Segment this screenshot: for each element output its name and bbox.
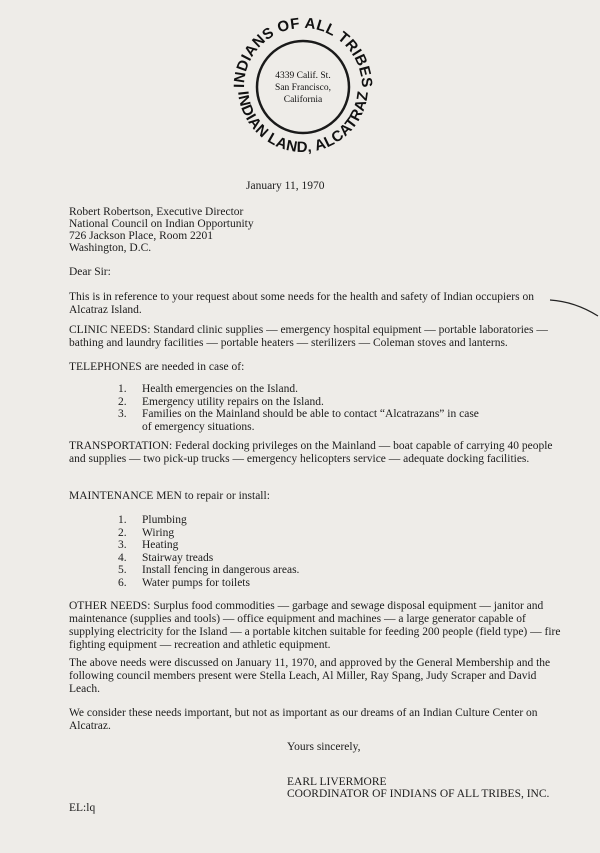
indians-of-all-tribes-seal <box>228 12 378 162</box>
seal-address-line-2: San Francisco, <box>275 83 331 93</box>
approval-paragraph: The above needs were discussed on January 11, 1970, and approved by the General Membership and the following council members present were Stella Leach, Al Miller, Ray Spang, Judy Scraper and David Leach. <box>69 657 551 695</box>
salutation: Dear Sir: <box>69 266 111 278</box>
list-item: 3. Heating <box>118 539 179 551</box>
telephones-heading: TELEPHONES are needed in case of: <box>69 361 245 373</box>
list-item: 1. Health emergencies on the Island. <box>118 383 298 395</box>
list-item: 2. Wiring <box>118 526 175 539</box>
recipient-line-3: 726 Jackson Place, Room 2201 <box>69 230 214 242</box>
list-item: 3. Families on the Mainland should be able to contact “Alcatrazans” in case of emergency situations. <box>118 408 479 433</box>
list-item: 4. Stairway treads <box>118 551 214 564</box>
telephones-list <box>118 383 479 433</box>
list-item: 5. Install fencing in dangerous areas. <box>118 564 300 576</box>
intro-paragraph: This is in reference to your request about some needs for the health and safety of Indian occupiers on Alcatraz Island. <box>69 291 534 316</box>
other-needs-paragraph: OTHER NEEDS: Surplus food commodities — garbage and sewage disposal equipment — janitor and maintenance (supplies and tools) — office equipment and machines — a large generator capable of supplying electricity for the Island — a portable kitchen suitable for feeding 200 people (field type) — fire fighting equipment — recreation and athletic equipment. <box>69 600 561 651</box>
maintenance-heading: MAINTENANCE MEN to repair or install: <box>69 490 270 502</box>
list-item: 1. Plumbing <box>118 514 187 526</box>
seal-top-text: INDIANS OF ALL TRIBES <box>230 14 376 89</box>
seal-address-line-1: 4339 Calif. St. <box>275 71 331 81</box>
signer-title: COORDINATOR OF INDIANS OF ALL TRIBES, INC. <box>287 788 550 800</box>
letter-date: January 11, 1970 <box>246 180 325 192</box>
seal-address-line-3: California <box>283 95 323 105</box>
clinic-needs-paragraph: CLINIC NEEDS: Standard clinic supplies — emergency hospital equipment — portable laboratories — bathing and laundry facilities — portable heaters — sterilizers — Coleman stoves and lanterns. <box>69 324 548 349</box>
closing-line: Yours sincerely, <box>287 741 361 753</box>
recipient-line-4: Washington, D.C. <box>69 242 152 254</box>
pen-mark <box>548 296 600 324</box>
maintenance-list <box>118 514 299 589</box>
signer-name: EARL LIVERMORE <box>287 776 387 788</box>
list-item: 6. Water pumps for toilets <box>118 576 250 589</box>
transportation-paragraph: TRANSPORTATION: Federal docking privileges on the Mainland — boat capable of carrying 40 people and supplies — two pick-up trucks — emergency helicopters service — adequate docking facilities. <box>69 440 553 465</box>
closing-paragraph: We consider these needs important, but not as important as our dreams of an Indian Culture Center on Alcatraz. <box>69 707 538 732</box>
recipient-line-2: National Council on Indian Opportunity <box>69 218 254 230</box>
recipient-line-1: Robert Robertson, Executive Director <box>69 206 244 218</box>
list-item: 2. Emergency utility repairs on the Island. <box>118 395 324 408</box>
typist-initials: EL:lq <box>69 802 96 814</box>
seal-bottom-text: INDIAN LAND, ALCATRAZ <box>234 89 372 157</box>
